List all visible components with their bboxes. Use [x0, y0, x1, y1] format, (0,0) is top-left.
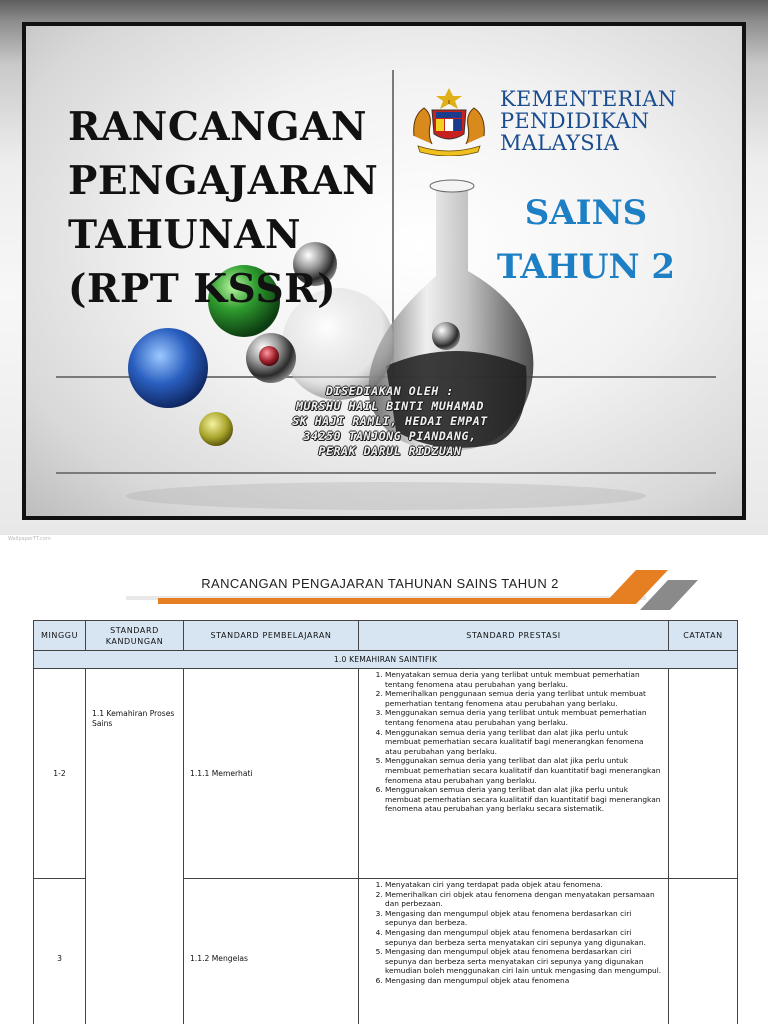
prestasi-item: 3. Menggunakan semua deria yang terlibat untuk membuat pemerhatian tentang fenomena atau perubahan yang berlaku.: [385, 708, 662, 727]
ministry-line: KEMENTERIAN: [500, 87, 677, 111]
prestasi-item: 6. Menggunakan semua deria yang terlibat dan alat jika perlu untuk membuat pemerhatian secara kualitatif dan kuantitatif bagi menerangkan fenomena atau perubahan yang berlaku secara sistematik.: [385, 785, 662, 814]
standard-prestasi-cell: [359, 879, 669, 1024]
ministry-line: MALAYSIA: [500, 131, 620, 155]
prestasi-item: 1. Menyatakan semua deria yang terlibat untuk membuat pemerhatian tentang fenomena atau perubahan yang berlaku.: [385, 670, 662, 689]
prestasi-item: 6. Mengasing dan mengumpul objek atau fenomena: [385, 976, 662, 986]
prestasi-item: 2. Memerihalkan ciri objek atau fenomena dengan menyatakan persamaan dan perbezaan.: [385, 890, 662, 909]
header-minggu: MINGGU: [34, 621, 86, 651]
table-header-row: [34, 621, 738, 651]
standard-pembelajaran-cell: 1.1.2 Mengelas: [184, 879, 359, 1024]
header-standard-prestasi: STANDARD PRESTASI: [359, 621, 669, 651]
teaching-plan-table: [33, 620, 738, 1024]
cover-title-line: (RPT KSSR): [68, 266, 337, 312]
cover-title-line: PENGAJARAN: [68, 158, 379, 204]
prestasi-item: 5. Menggunakan semua deria yang terlibat dan alat jika perlu untuk membuat pemerhatian secara kualitatif dan kuantitatif bagi menerangkan fenomena atau perubahan yang berlaku.: [385, 756, 662, 785]
minggu-cell: 3: [34, 879, 86, 1024]
prestasi-item: 2. Memerihalkan penggunaan semua deria yang terlibat untuk membuat pemerhatian tentang fenomena atau perubahan yang berlaku.: [385, 689, 662, 708]
credits-line: MURSHU HAIL BINTI MUHAMAD: [295, 399, 485, 413]
ministry-line: PENDIDIKAN: [500, 109, 650, 133]
standard-prestasi-cell: [359, 669, 669, 879]
subject-line: TAHUN 2: [496, 247, 676, 287]
subject-title: [466, 186, 706, 294]
prestasi-item: 5. Mengasing dan mengumpul objek atau fenomena berdasarkan ciri sepunya dan berbeza serta menyatakan ciri sepunya yang digunakan kemudian boleh menggunakan ciri lain untuk mengasing dan mengumpul.: [385, 947, 662, 976]
header-standard-pembelajaran: STANDARD PEMBELAJARAN: [184, 621, 359, 651]
subject-line: SAINS: [524, 193, 648, 233]
minggu-cell: 1-2: [34, 669, 86, 879]
credits-line: DISEDIAKAN OLEH :: [326, 384, 454, 398]
credits-line: SK HAJI RAMLI, HEDAI EMPAT: [292, 414, 488, 428]
banner-accent-stripe: [158, 598, 628, 604]
prestasi-item: 1. Menyatakan ciri yang terdapat pada objek atau fenomena.: [385, 880, 662, 890]
prestasi-item: 4. Menggunakan semua deria yang terlibat dan alat jika perlu untuk membuat pemerhatian secara kualitatif bagi menerangkan fenomena atau perubahan yang berlaku.: [385, 728, 662, 757]
malaysia-coat-of-arms-icon: [406, 86, 492, 156]
header-standard-kandungan: STANDARD KANDUNGAN: [86, 621, 184, 651]
catatan-cell: [669, 669, 738, 879]
credits-line: PERAK DARUL RIDZUAN: [318, 444, 462, 458]
standard-kandungan-cell: 1.1 Kemahiran Proses Sains: [86, 669, 184, 1024]
prestasi-item: 3. Mengasing dan mengumpul objek atau fenomena berdasarkan ciri sepunya dan berbeza.: [385, 909, 662, 928]
credits-line: 34250 TANJONG PIANDANG,: [303, 429, 477, 443]
cover-frame: [22, 22, 746, 520]
standard-pembelajaran-cell: 1.1.1 Memerhati: [184, 669, 359, 879]
prepared-by-credits: [262, 384, 518, 459]
table-row: [34, 669, 738, 879]
plan-title: RANCANGAN PENGAJARAN TAHUNAN SAINS TAHUN 2: [201, 576, 559, 591]
header-catatan: CATATAN: [669, 621, 738, 651]
section-title: 1.0 KEMAHIRAN SAINTIFIK: [34, 651, 738, 669]
ministry-name: [500, 88, 746, 154]
catatan-cell: [669, 879, 738, 1024]
section-row: [34, 651, 738, 669]
cover-title-line: RANCANGAN: [68, 104, 367, 150]
cover-title-line: TAHUNAN: [68, 212, 302, 258]
prestasi-item: 4. Mengasing dan mengumpul objek atau fenomena berdasarkan ciri sepunya dan berbeza serta menyatakan ciri sepunya yang digunakan.: [385, 928, 662, 947]
cover-title: [68, 100, 408, 316]
watermark: WallpaperTT.com: [8, 536, 51, 542]
